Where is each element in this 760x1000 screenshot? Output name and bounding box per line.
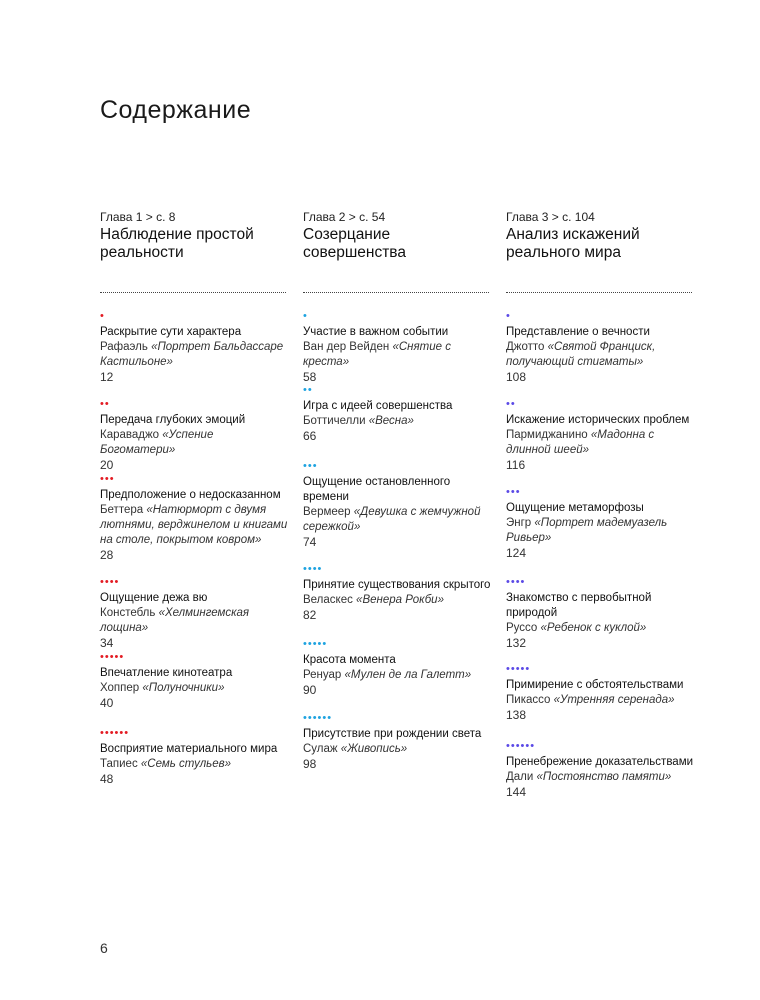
dot-marker-icon: •••••	[506, 663, 531, 675]
dotted-divider	[506, 292, 692, 293]
artist-name: Веласкес	[303, 594, 357, 606]
artwork-title: «Весна»	[368, 415, 414, 427]
toc-entry[interactable]	[506, 740, 696, 800]
entry-artwork	[303, 742, 493, 757]
page-title: Содержание	[100, 96, 252, 124]
entry-title: Восприятие материального мира	[100, 743, 278, 755]
entry-artwork	[303, 340, 493, 370]
artist-name: Рафаэль	[100, 341, 152, 353]
entry-title: Примирение с обстоятельствами	[506, 679, 684, 691]
entry-artwork	[303, 505, 493, 535]
toc-entry[interactable]	[303, 310, 493, 385]
entry-artwork	[100, 757, 290, 772]
entry-artwork	[506, 428, 696, 458]
entry-artwork	[100, 606, 290, 636]
entry-artwork	[303, 593, 493, 608]
artwork-title: «Ребенок с куклой»	[540, 622, 647, 634]
artist-name: Хоппер	[100, 682, 143, 694]
dot-marker-icon: ••••	[506, 576, 526, 588]
entry-artwork	[303, 668, 493, 683]
entry-page: 58	[303, 370, 317, 384]
entry-page: 28	[100, 548, 114, 562]
artwork-title: «Мадонна с длинной шеей»	[506, 429, 655, 456]
toc-entry[interactable]	[506, 398, 696, 473]
entry-page: 34	[100, 636, 114, 650]
chapter-column-3	[506, 210, 696, 799]
entry-artwork	[100, 503, 290, 548]
artwork-title: «Девушка с жемчужной сережкой»	[303, 506, 481, 533]
toc-entry[interactable]	[100, 576, 290, 651]
dotted-divider	[303, 292, 489, 293]
entry-page: 116	[506, 458, 526, 472]
entry-title: Ощущение дежа вю	[100, 592, 208, 604]
entry-title: Ощущение метаморфозы	[506, 502, 644, 514]
toc-entry[interactable]	[100, 473, 290, 563]
page-number: 6	[100, 940, 108, 956]
entry-page: 48	[100, 772, 114, 786]
entry-artwork	[303, 414, 493, 429]
chapter-column-1	[100, 210, 290, 786]
artist-name: Ренуар	[303, 669, 345, 681]
entry-title: Игра с идеей совершенства	[303, 400, 453, 412]
chapter-label: Глава 3 > с. 104	[506, 210, 595, 224]
entry-page: 132	[506, 636, 527, 650]
chapter-column-2	[303, 210, 493, 771]
chapter-heading: Наблюдение простой реальности	[100, 226, 254, 261]
dot-marker-icon: •••••	[303, 638, 328, 650]
artist-name: Пармиджанино	[506, 429, 591, 441]
artwork-title: «Хелмингемская лощина»	[100, 607, 250, 634]
toc-entry[interactable]	[100, 651, 290, 711]
entry-artwork	[100, 681, 290, 696]
toc-entry[interactable]	[100, 398, 290, 473]
artwork-title: «Утренняя серенада»	[553, 694, 675, 706]
entry-page: 144	[506, 785, 527, 799]
entry-title: Предположение о недосказанном	[100, 489, 281, 501]
entry-title: Участие в важном событии	[303, 326, 449, 338]
chapter-label: Глава 2 > с. 54	[303, 210, 386, 224]
entry-title: Передача глубоких эмоций	[100, 414, 246, 426]
artwork-title: «Полуночники»	[142, 682, 225, 694]
entry-page: 98	[303, 757, 317, 771]
dot-marker-icon: •	[506, 310, 511, 322]
dot-marker-icon: ••••••	[506, 740, 536, 752]
dotted-divider	[100, 292, 286, 293]
entry-title: Присутствие при рождении света	[303, 728, 482, 740]
entry-title: Впечатление кинотеатра	[100, 667, 233, 679]
dot-marker-icon: ••	[100, 398, 110, 410]
entry-page: 20	[100, 458, 114, 472]
dot-marker-icon: •	[100, 310, 105, 322]
artist-name: Тапиес	[100, 758, 141, 770]
dot-marker-icon: ••••	[100, 576, 120, 588]
artist-name: Энгр	[506, 517, 535, 529]
entry-title: Красота момента	[303, 654, 396, 666]
artwork-title: «Живопись»	[340, 743, 408, 755]
artwork-title: «Снятие с креста»	[303, 341, 451, 368]
artwork-title: «Семь стульев»	[140, 758, 232, 770]
artwork-title: «Постоянство памяти»	[536, 771, 672, 783]
artist-name: Вермеер	[303, 506, 354, 518]
toc-entry[interactable]	[506, 486, 696, 561]
entry-title: Пренебрежение доказательствами	[506, 756, 694, 768]
dot-marker-icon: ••••••	[100, 727, 130, 739]
toc-entry[interactable]	[303, 712, 493, 772]
artist-name: Боттичелли	[303, 415, 369, 427]
entry-artwork	[506, 516, 696, 546]
dot-marker-icon: ••••	[303, 563, 323, 575]
entry-page: 12	[100, 370, 114, 384]
entry-title: Раскрытие сути характера	[100, 326, 242, 338]
toc-entry[interactable]	[303, 638, 493, 698]
entry-title: Искажение исторических проблем	[506, 414, 690, 426]
artwork-title: «Натюрморт с двумя лютнями, верджинелом и книгами на столе, покрытом ковром»	[100, 504, 288, 546]
dot-marker-icon: •••••	[100, 651, 125, 663]
toc-entry[interactable]	[506, 663, 696, 723]
artwork-title: «Портрет Бальдассаре Кастильоне»	[100, 341, 284, 368]
artwork-title: «Портрет мадемуазель Ривьер»	[506, 517, 668, 544]
entry-page: 90	[303, 683, 317, 697]
artist-name: Караваджо	[100, 429, 163, 441]
entry-title: Принятие существования скрытого	[303, 579, 491, 591]
dot-marker-icon: •••	[303, 460, 318, 472]
artist-name: Джотто	[506, 341, 548, 353]
artwork-title: «Венера Рокби»	[356, 594, 444, 606]
dot-marker-icon: ••	[303, 384, 313, 396]
artwork-title: «Мулен де ла Галетт»	[344, 669, 472, 681]
entry-artwork	[100, 340, 290, 370]
artist-name: Беттера	[100, 504, 147, 516]
chapter-heading: Созерцание совершенства	[303, 226, 406, 261]
entry-artwork	[506, 770, 696, 785]
artist-name: Констебль	[100, 607, 159, 619]
dot-marker-icon: ••	[506, 398, 516, 410]
entry-page: 66	[303, 429, 317, 443]
artwork-title: «Святой Франциск, получающий стигматы»	[506, 341, 656, 368]
entry-page: 108	[506, 370, 527, 384]
dot-marker-icon: •••	[506, 486, 521, 498]
chapter-label: Глава 1 > с. 8	[100, 210, 176, 224]
artist-name: Ван дер Вейден	[303, 341, 393, 353]
entry-artwork	[506, 621, 696, 636]
artist-name: Сулаж	[303, 743, 341, 755]
artist-name: Дали	[506, 771, 537, 783]
entry-page: 74	[303, 535, 317, 549]
artwork-title: «Успение Богоматери»	[100, 429, 214, 456]
toc-entry[interactable]	[303, 384, 493, 444]
toc-entry[interactable]	[100, 310, 290, 385]
entry-page: 124	[506, 546, 527, 560]
entry-page: 138	[506, 708, 527, 722]
chapter-heading: Анализ искажений реального мира	[506, 226, 640, 261]
toc-entry[interactable]	[303, 563, 493, 623]
toc-entry[interactable]	[100, 727, 290, 787]
toc-entry[interactable]	[506, 310, 696, 385]
entry-artwork	[506, 693, 696, 708]
entry-title: Ощущение остановленного времени	[303, 476, 451, 503]
entry-artwork	[506, 340, 696, 370]
toc-entry[interactable]	[303, 460, 493, 550]
entry-page: 82	[303, 608, 317, 622]
entry-artwork	[100, 428, 290, 458]
artist-name: Руссо	[506, 622, 541, 634]
dot-marker-icon: •••	[100, 473, 115, 485]
entry-page: 40	[100, 696, 114, 710]
dot-marker-icon: •	[303, 310, 308, 322]
toc-entry[interactable]	[506, 576, 696, 651]
dot-marker-icon: ••••••	[303, 712, 333, 724]
artist-name: Пикассо	[506, 694, 554, 706]
entry-title: Представление о вечности	[506, 326, 650, 338]
entry-title: Знакомство с первобытной природой	[506, 592, 652, 619]
